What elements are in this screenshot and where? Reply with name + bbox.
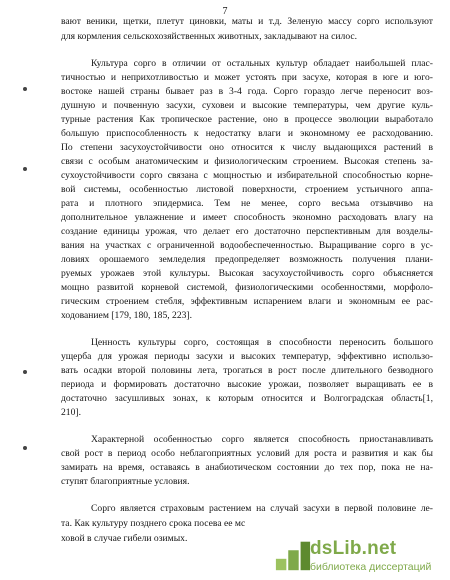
text-line: ущерба для урожая периоды засухи и высоких температур, эффективно использо- — [61, 351, 433, 362]
text-line: ступят благоприятные условия. — [61, 476, 190, 487]
text-line: вают веники, щетки, плетут циновки, маты и т.д. Зеленую массу сорго используют — [61, 16, 433, 27]
text-line: руемых урожаев этой культуры. Высокая засухоустойчивость сорго объясняется — [61, 268, 433, 279]
text-line: рата и плотного эпидермиса. Тем не менее, сорго весьма отзывчиво на — [61, 198, 433, 209]
text-line: ховой в случае гибели озимых. — [61, 533, 188, 544]
page-number: 7 — [222, 6, 228, 17]
text-line: вой системы, особенностью листовой поверхности, строением устьичного аппа- — [61, 184, 433, 195]
text-line: для кормления сельскохозяйственных животных, закладывают на силос. — [61, 31, 358, 42]
text-line: большую приспособленность к недостатку влаги и экономному ее расходованию. — [61, 128, 433, 139]
text-line: 210]. — [61, 407, 81, 418]
margin-dot — [23, 87, 27, 91]
text-line: турные растения Как тропическое растение, оно в процессе эволюции выработало — [61, 114, 433, 125]
text-line: та. Как культуру позднего срока посева ее мс — [61, 518, 246, 529]
text-line: замирать на время, оставаясь в анабиотическом состоянии до тех пор, пока не на- — [61, 462, 433, 473]
text-line: гическим строением стебля, эффективным испарением влаги и экономным ее рас- — [61, 296, 433, 307]
margin-dot — [23, 167, 27, 171]
text-line: сухоустойчивости сорго связана с мощностью и избирательной способностью корне- — [61, 170, 433, 181]
watermark-title: dsLib.net — [310, 538, 397, 559]
watermark — [266, 534, 450, 580]
text-line: свой рост в период особо неблагоприятных условий для роста и развития и как бы — [61, 448, 433, 459]
margin-dot — [23, 370, 27, 374]
text-line: связи с особым анатомическим и физиологическим строением. Высокая степень за- — [61, 156, 433, 167]
text-line: создание единицы урожая, что делает его достаточно перспективным для возделы- — [61, 226, 433, 237]
text-line: душную и почвенную засухи, суховеи и высокие температуры, чем другие куль- — [61, 100, 433, 111]
text-line: Характерной особенностью сорго является способность приостанавливать — [91, 434, 433, 445]
text-line: дополнительное увлажнение и имеет способность экономно расходовать влагу на — [61, 212, 433, 223]
text-line: По степени засухоустойчивости оно относится к числу выдающихся растений в — [61, 142, 433, 153]
text-line: вания на участках с ограниченной водообеспеченностью. Выращивание сорго в ус- — [61, 240, 433, 251]
text-line: мощно развитой корневой системой, физиологическими особенностями, морфоло- — [61, 282, 433, 293]
text-line: периода и формировать достаточно высокие урожаи, позволяет выращивать ее в — [61, 379, 433, 390]
margin-dot — [23, 446, 27, 450]
text-line: ловиях орошаемого земледелия предопределяет возможность получения плани- — [61, 254, 433, 265]
dslib-logo-icon — [274, 536, 312, 574]
text-line: вать осадки второй половины лета, трогаться в рост после длительного безводного — [61, 365, 433, 376]
text-line: тичностью и неприхотливостью и может устоять при засухе, которая в юге и юго- — [61, 72, 433, 83]
text-line: Сорго является страховым растением на случай засухи в первой половине ле- — [91, 503, 433, 514]
text-line: ходованием [179, 180, 185, 223]. — [61, 310, 193, 321]
watermark-subtitle: библиотека диссертаций — [310, 561, 432, 573]
text-line: Культура сорго в отличии от остальных культур обладает наибольшей плас- — [91, 58, 433, 69]
text-line: достаточно засушливых зонах, к которым относится и Волгоградская область[1, — [61, 393, 433, 404]
text-line: Ценность культуры сорго, состоящая в способности переносить большого — [91, 337, 433, 348]
text-line: востоке нашей страны бывает раз в 3-4 года. Сорго гораздо легче переносит воз- — [61, 86, 433, 97]
